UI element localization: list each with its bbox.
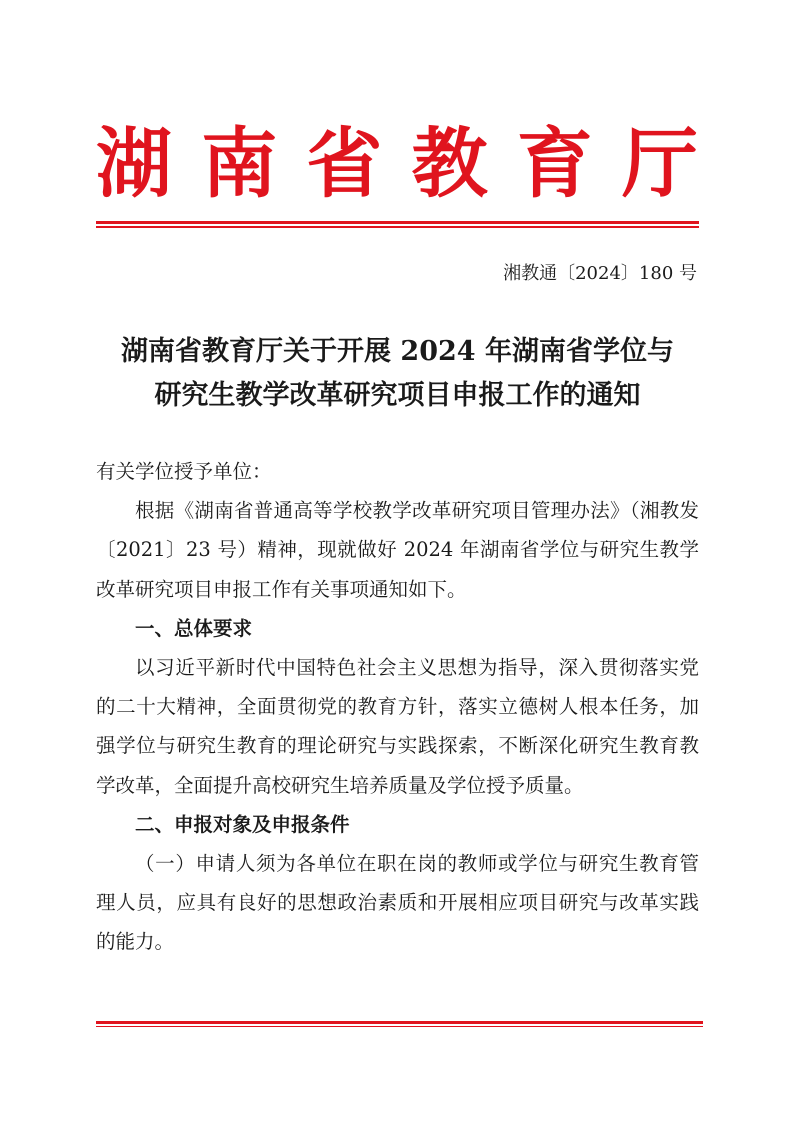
section2-heading: 二、申报对象及申报条件 [135, 812, 350, 836]
letterhead-rule-thick [96, 226, 699, 228]
letterhead-char: 南 [201, 119, 278, 208]
letterhead-rule-thin [96, 221, 699, 224]
document-body [96, 452, 699, 962]
footer-rule-thick [96, 1021, 703, 1024]
intro-paragraph: 根据《湖南省普通高等学校教学改革研究项目管理办法》（湘教发〔2021〕23 号）精神，现就做好 2024 年湖南省学位与研究生教学改革研究项目申报工作有关事项通知如下。 [96, 499, 699, 601]
section1-heading: 一、总体要求 [135, 616, 253, 640]
letterhead-char: 湖 [96, 119, 172, 208]
section1-paragraph: 以习近平新时代中国特色社会主义思想为指导，深入贯彻落实党的二十大精神，全面贯彻党的教育方针，落实立德树人根本任务，加强学位与研究生教育的理论研究与实践探索，不断深化研究生教育教学改革，全面提升高校研究生培养质量及学位授予质量。 [96, 656, 699, 797]
document-title [96, 330, 699, 418]
letterhead-char: 育 [516, 119, 593, 208]
document-title-line1: 湖南省教育厅关于开展 2024 年湖南省学位与 [121, 336, 674, 367]
letterhead-char: 省 [306, 119, 383, 208]
letterhead-title [96, 118, 698, 210]
salutation: 有关学位授予单位： [96, 460, 272, 483]
letterhead-char: 厅 [621, 119, 698, 208]
section2-item1-paragraph: （一）申请人须为各单位在职在岗的教师或学位与研究生教育管理人员，应具有良好的思想政治素质和开展相应项目研究与改革实践的能力。 [96, 852, 699, 954]
document-title-line2: 研究生教学改革研究项目申报工作的通知 [154, 380, 641, 411]
footer-rule-thin [96, 1026, 703, 1027]
letterhead-char: 教 [411, 119, 488, 208]
document-number: 湘教通〔2024〕180 号 [503, 263, 697, 284]
